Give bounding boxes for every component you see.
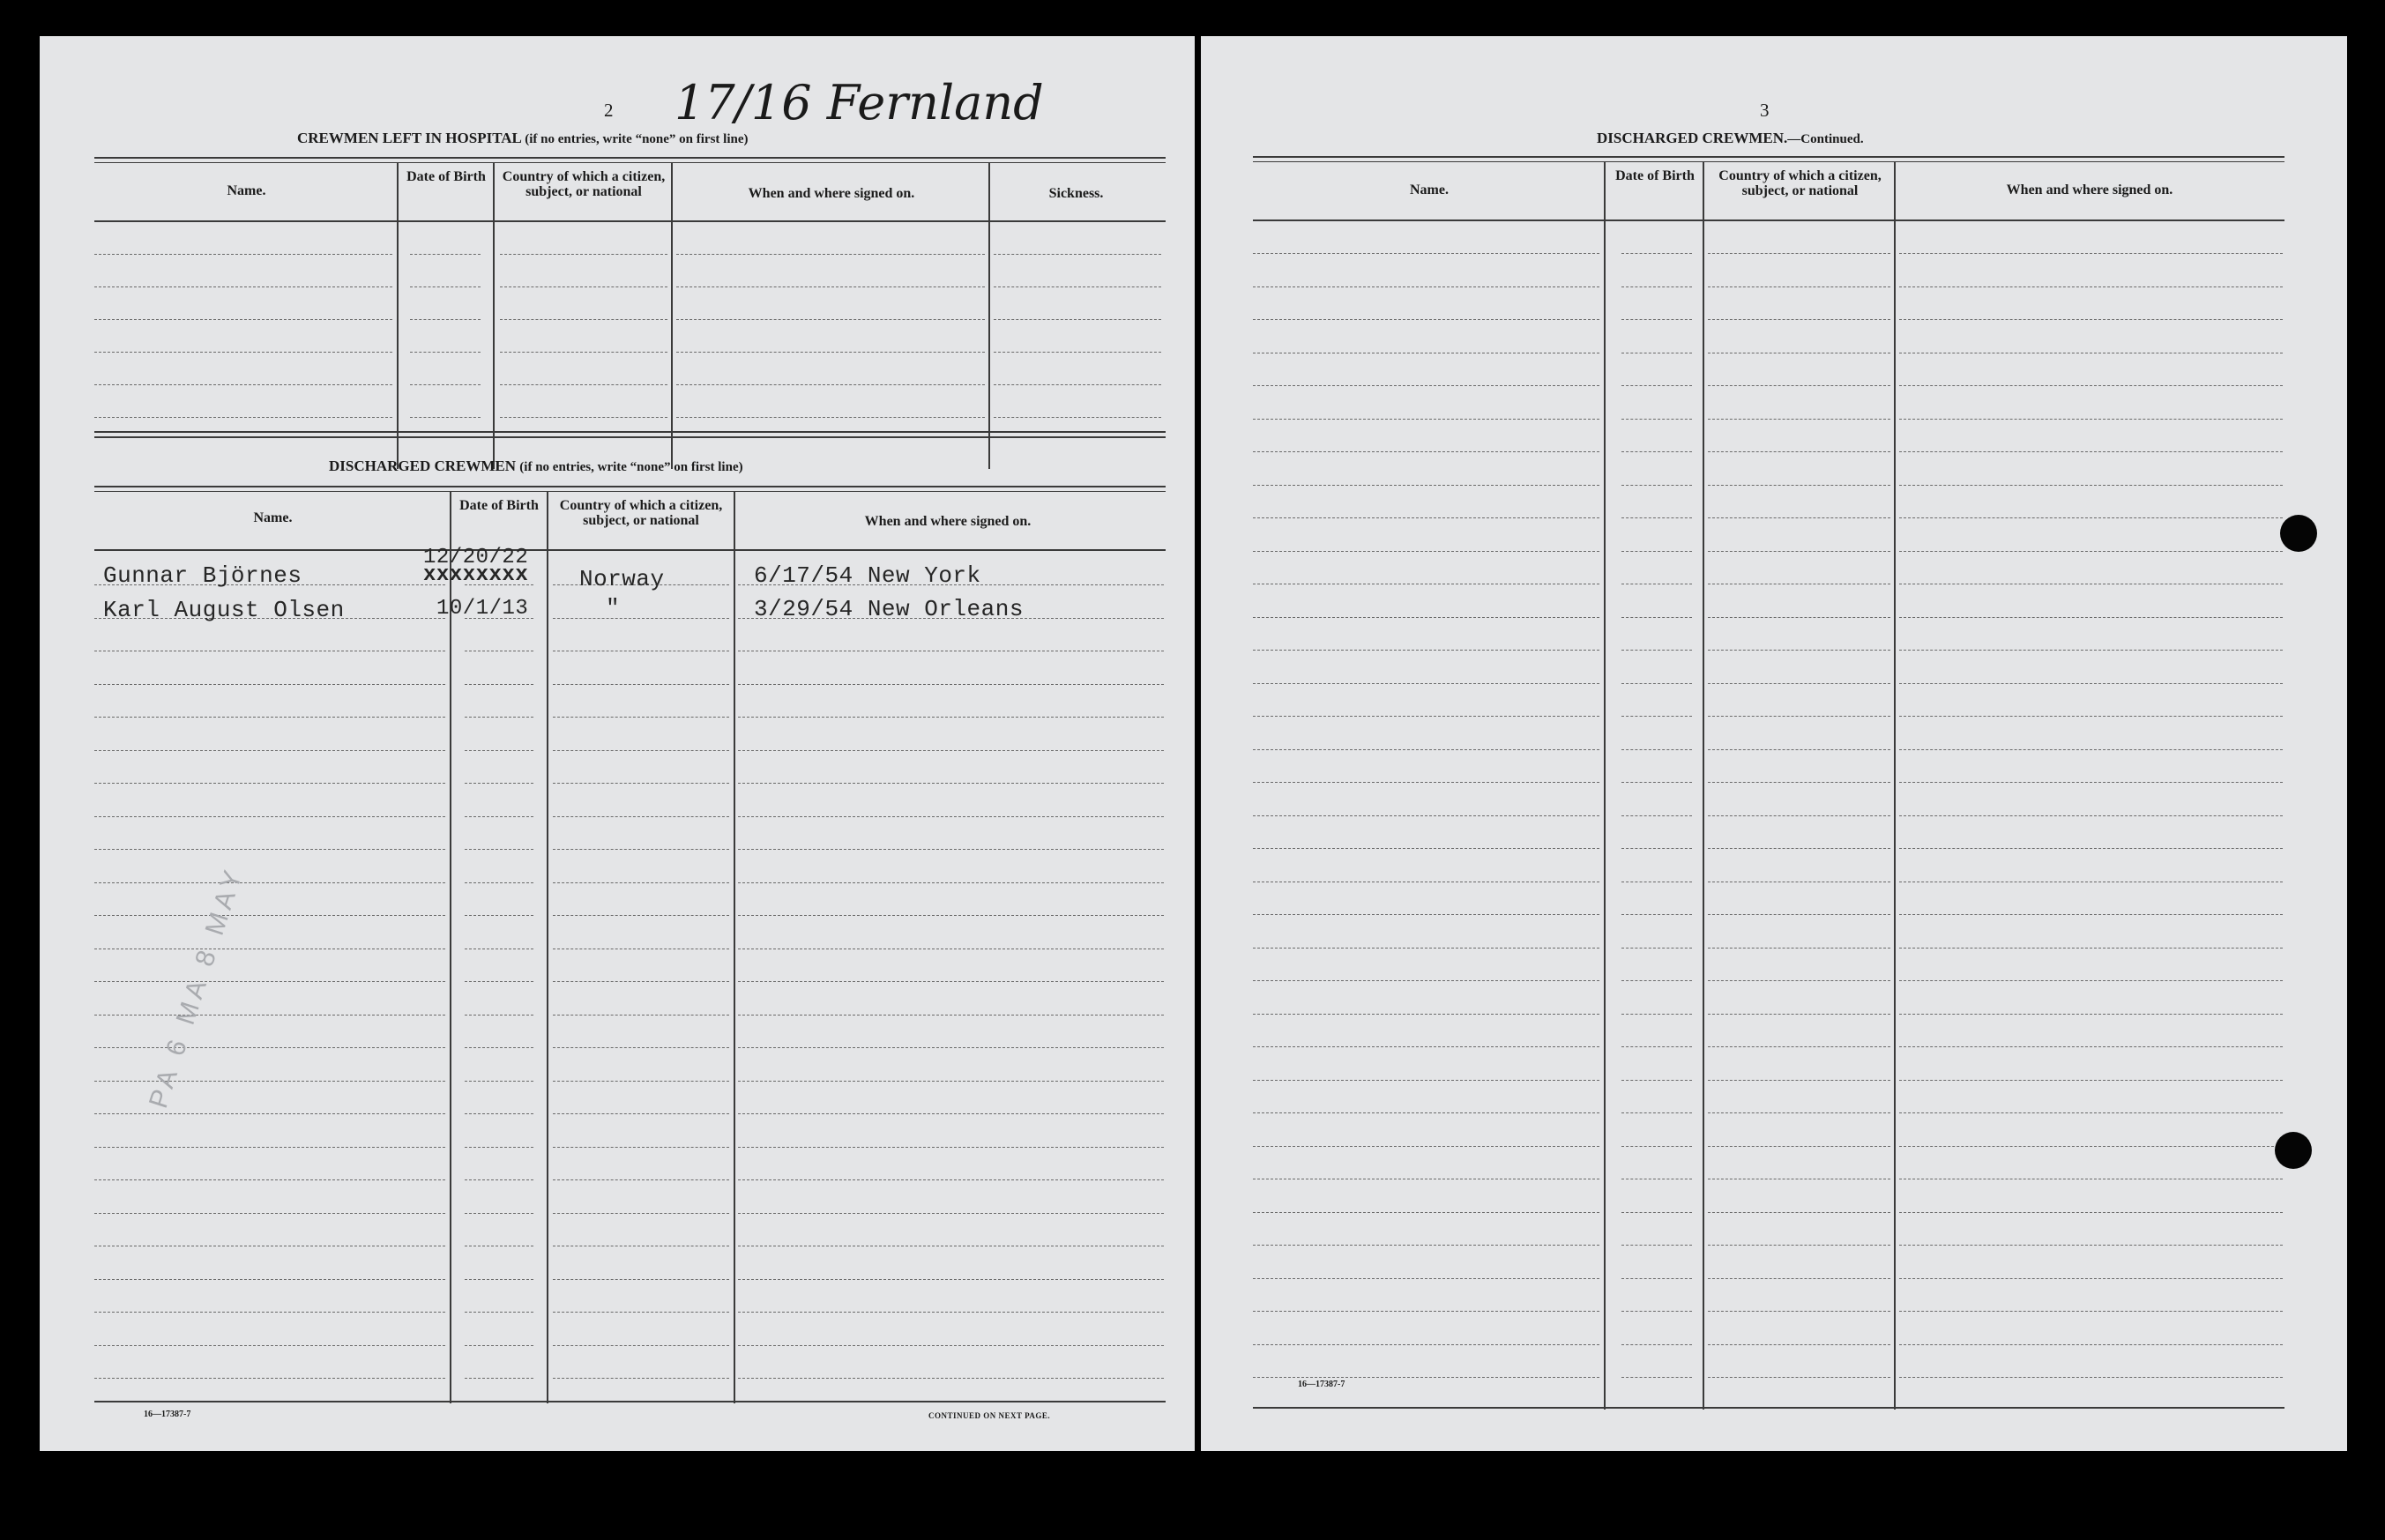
hospital-ruling xyxy=(676,352,985,353)
discharged-ruling xyxy=(553,1047,729,1048)
continued-ruling xyxy=(1708,980,1890,981)
continued-ruling xyxy=(1899,551,2283,552)
discharged-ruling xyxy=(94,1147,445,1148)
discharged-ruling xyxy=(465,1047,533,1048)
discharged-ruling xyxy=(465,783,533,784)
continued-ruling xyxy=(1253,286,1599,287)
discharged-ruling xyxy=(94,717,445,718)
continued-ruling xyxy=(1621,1046,1692,1047)
continued-ruling xyxy=(1708,1311,1890,1312)
continued-ruling xyxy=(1708,385,1890,386)
continued-ruling xyxy=(1253,1311,1599,1312)
continued-ruling xyxy=(1253,517,1599,518)
discharged-ruling xyxy=(553,981,729,982)
continued-ruling xyxy=(1899,1014,2283,1015)
continued-ruling xyxy=(1253,683,1599,684)
discharged-col-signed: When and where signed on. xyxy=(864,514,1032,529)
continued-ruling xyxy=(1253,419,1599,420)
discharged-ruling xyxy=(553,1015,729,1016)
continued-ruling xyxy=(1621,650,1692,651)
continued-ruling xyxy=(1253,782,1599,783)
punch-hole-bottom xyxy=(2275,1132,2312,1169)
continued-ruling xyxy=(1899,319,2283,320)
hospital-ruling xyxy=(994,417,1161,418)
continued-ruling xyxy=(1253,1146,1599,1147)
hospital-ruling xyxy=(94,319,392,320)
continued-ruling xyxy=(1899,419,2283,420)
continued-ruling xyxy=(1621,617,1692,618)
continued-ruling xyxy=(1708,1377,1890,1378)
continued-ruling xyxy=(1253,716,1599,717)
continued-col-name: Name. xyxy=(1410,182,1449,197)
discharged-ruling xyxy=(738,1213,1164,1214)
continued-col-dob: Date of Birth xyxy=(1615,168,1695,183)
hospital-ruling xyxy=(994,254,1161,255)
discharged-ruling xyxy=(553,849,729,850)
discharged-ruling xyxy=(465,1312,533,1313)
hospital-col-name: Name. xyxy=(227,183,266,198)
crew-2-dob: 10/1/13 xyxy=(436,597,529,621)
continued-ruling xyxy=(1621,385,1692,386)
discharged-ruling xyxy=(465,882,533,883)
continued-ruling xyxy=(1253,1377,1599,1378)
hospital-ruling xyxy=(676,286,985,287)
discharged-ruling xyxy=(738,1147,1164,1148)
continued-ruling xyxy=(1621,286,1692,287)
discharged-col-name: Name. xyxy=(253,510,293,525)
discharged-ruling xyxy=(94,1113,445,1114)
continued-ruling xyxy=(1708,1245,1890,1246)
discharged-ruling xyxy=(738,783,1164,784)
hospital-ruling xyxy=(94,384,392,385)
discharged-ruling xyxy=(553,1213,729,1214)
discharged-ruling xyxy=(94,684,445,685)
continued-ruling xyxy=(1708,1278,1890,1279)
discharged-ruling xyxy=(94,1081,445,1082)
continued-ruling xyxy=(1253,848,1599,849)
continued-ruling xyxy=(1621,551,1692,552)
discharged-ruling xyxy=(553,882,729,883)
continued-ruling xyxy=(1621,451,1692,452)
continued-col-signed: When and where signed on. xyxy=(2006,182,2173,197)
discharged-ruling xyxy=(738,981,1164,982)
continued-ruling xyxy=(1899,617,2283,618)
hospital-col-country: Country of which a citizen, subject, or national xyxy=(502,169,666,199)
hospital-ruling xyxy=(410,319,481,320)
continued-ruling xyxy=(1899,451,2283,452)
hospital-ruling xyxy=(410,286,481,287)
continued-ruling xyxy=(1621,485,1692,486)
continued-ruling xyxy=(1899,1344,2283,1345)
discharged-ruling xyxy=(738,849,1164,850)
discharged-ruling xyxy=(465,717,533,718)
continued-ruling xyxy=(1708,451,1890,452)
discharged-ruling xyxy=(553,1378,729,1379)
continued-ruling xyxy=(1899,782,2283,783)
continued-ruling xyxy=(1621,1311,1692,1312)
crew-2-signed-on: 3/29/54 New Orleans xyxy=(754,596,1024,622)
continued-ruling xyxy=(1621,914,1692,915)
continued-ruling xyxy=(1899,749,2283,750)
hospital-ruling xyxy=(500,254,667,255)
right-form-number: 16—17387-7 xyxy=(1298,1380,1345,1389)
discharged-ruling xyxy=(94,816,445,817)
discharged-ruling xyxy=(553,783,729,784)
hospital-title: CREWMEN LEFT IN HOSPITAL xyxy=(297,130,521,146)
continued-ruling xyxy=(1253,948,1599,949)
left-page xyxy=(40,36,1195,1451)
continued-ruling xyxy=(1899,1245,2283,1246)
discharged-ruling xyxy=(465,750,533,751)
continued-ruling xyxy=(1708,716,1890,717)
continued-ruling xyxy=(1899,517,2283,518)
discharged-ruling xyxy=(465,1015,533,1016)
discharged-ruling xyxy=(738,1345,1164,1346)
continued-ruling xyxy=(1253,451,1599,452)
discharged-ruling xyxy=(465,849,533,850)
continued-ruling xyxy=(1708,650,1890,651)
continued-ruling xyxy=(1708,1344,1890,1345)
discharged-ruling xyxy=(553,1081,729,1082)
continued-ruling xyxy=(1899,1112,2283,1113)
continued-ruling xyxy=(1708,319,1890,320)
continued-ruling xyxy=(1621,1212,1692,1213)
continued-ruling xyxy=(1708,749,1890,750)
discharged-ruling xyxy=(553,1279,729,1280)
continued-ruling xyxy=(1253,1014,1599,1015)
continued-ruling xyxy=(1899,1146,2283,1147)
continued-ruling xyxy=(1899,253,2283,254)
discharged-ruling xyxy=(94,915,445,916)
hospital-ruling xyxy=(676,384,985,385)
continued-ruling xyxy=(1253,1212,1599,1213)
hospital-ruling xyxy=(500,286,667,287)
continued-ruling xyxy=(1708,1046,1890,1047)
hospital-ruling xyxy=(500,417,667,418)
discharged-ruling xyxy=(465,1147,533,1148)
hospital-ruling xyxy=(94,254,392,255)
hospital-col-sickness: Sickness. xyxy=(1048,186,1104,201)
continued-col-country: Country of which a citizen, subject, or national xyxy=(1718,168,1882,198)
discharged-ruling xyxy=(553,618,729,619)
discharged-ruling xyxy=(553,717,729,718)
hospital-section-title xyxy=(297,130,749,147)
hospital-ruling xyxy=(500,352,667,353)
continued-ruling xyxy=(1899,485,2283,486)
continued-ruling xyxy=(1621,1245,1692,1246)
discharged-ruling xyxy=(94,1345,445,1346)
hospital-ruling xyxy=(94,286,392,287)
punch-hole-top xyxy=(2280,515,2317,552)
discharged-title-note: (if no entries, write “none” on first line) xyxy=(519,460,743,474)
continued-ruling xyxy=(1621,1278,1692,1279)
continued-ruling xyxy=(1899,385,2283,386)
hospital-ruling xyxy=(994,286,1161,287)
continued-ruling xyxy=(1899,1080,2283,1081)
continued-ruling xyxy=(1708,419,1890,420)
continued-ruling xyxy=(1253,1046,1599,1047)
page-number-2: 2 xyxy=(604,100,614,121)
discharged-ruling xyxy=(94,1279,445,1280)
discharged-section-title xyxy=(329,458,743,475)
continued-title: DISCHARGED CREWMEN. xyxy=(1597,130,1788,146)
discharged-ruling xyxy=(738,816,1164,817)
continued-ruling xyxy=(1621,1014,1692,1015)
discharged-ruling xyxy=(553,816,729,817)
page-number-3: 3 xyxy=(1760,100,1770,121)
hospital-ruling xyxy=(676,254,985,255)
discharged-ruling xyxy=(738,750,1164,751)
continued-ruling xyxy=(1708,253,1890,254)
continued-ruling xyxy=(1899,980,2283,981)
crew-1-name: Gunnar Björnes xyxy=(103,562,302,589)
discharged-ruling xyxy=(94,849,445,850)
hospital-title-note: (if no entries, write “none” on first line) xyxy=(525,132,749,146)
continued-ruling xyxy=(1899,914,2283,915)
continued-ruling xyxy=(1253,253,1599,254)
discharged-ruling xyxy=(553,1312,729,1313)
continued-ruling xyxy=(1708,1112,1890,1113)
discharged-ruling xyxy=(465,915,533,916)
faded-date-stamp: PA 6 MA 8 MAY xyxy=(144,862,250,1112)
discharged-col-country: Country of which a citizen, subject, or national xyxy=(559,498,723,528)
continued-ruling xyxy=(1253,650,1599,651)
continued-ruling xyxy=(1253,980,1599,981)
hospital-col-signed: When and where signed on. xyxy=(748,186,915,201)
discharged-ruling xyxy=(94,1312,445,1313)
continued-ruling xyxy=(1708,683,1890,684)
continued-ruling xyxy=(1253,319,1599,320)
continued-ruling xyxy=(1253,1278,1599,1279)
continued-ruling xyxy=(1708,848,1890,849)
continued-ruling xyxy=(1621,749,1692,750)
hospital-ruling xyxy=(410,417,481,418)
continued-ruling xyxy=(1253,617,1599,618)
hospital-ruling xyxy=(994,319,1161,320)
hospital-ruling xyxy=(410,254,481,255)
discharged-ruling xyxy=(738,915,1164,916)
continued-ruling xyxy=(1899,1311,2283,1312)
crew-2-name: Karl August Olsen xyxy=(103,597,345,623)
crew-1-country: Norway xyxy=(579,566,665,592)
discharged-ruling xyxy=(94,750,445,751)
crew-1-dob-struck: xxxxxxxx xyxy=(423,563,529,587)
continued-ruling xyxy=(1253,1344,1599,1345)
continued-ruling xyxy=(1621,1080,1692,1081)
continued-ruling xyxy=(1708,551,1890,552)
continued-ruling xyxy=(1708,617,1890,618)
continued-ruling xyxy=(1621,419,1692,420)
discharged-ruling xyxy=(94,1213,445,1214)
continued-ruling xyxy=(1621,716,1692,717)
continued-ruling xyxy=(1899,815,2283,816)
discharged-ruling xyxy=(553,1179,729,1180)
hospital-col-dob: Date of Birth xyxy=(406,169,486,184)
hospital-ruling xyxy=(500,319,667,320)
hospital-ruling xyxy=(94,352,392,353)
discharged-ruling xyxy=(738,1179,1164,1180)
continued-ruling xyxy=(1708,286,1890,287)
discharged-ruling xyxy=(738,684,1164,685)
discharged-ruling xyxy=(738,1015,1164,1016)
hospital-ruling xyxy=(500,384,667,385)
continued-ruling xyxy=(1708,1212,1890,1213)
discharged-ruling xyxy=(738,1378,1164,1379)
discharged-ruling xyxy=(465,1113,533,1114)
continued-ruling xyxy=(1621,815,1692,816)
hospital-ruling xyxy=(994,352,1161,353)
continued-ruling xyxy=(1708,1080,1890,1081)
continued-ruling xyxy=(1899,848,2283,849)
hospital-ruling xyxy=(676,417,985,418)
continued-ruling xyxy=(1621,319,1692,320)
discharged-ruling xyxy=(94,981,445,982)
discharged-ruling xyxy=(465,816,533,817)
continued-ruling xyxy=(1708,1014,1890,1015)
hospital-ruling xyxy=(94,417,392,418)
continued-ruling xyxy=(1708,782,1890,783)
discharged-ruling xyxy=(553,1345,729,1346)
continued-ruling xyxy=(1708,1146,1890,1147)
continued-ruling xyxy=(1899,1046,2283,1047)
discharged-ruling xyxy=(94,1015,445,1016)
continued-ruling xyxy=(1899,1377,2283,1378)
continued-ruling xyxy=(1253,1245,1599,1246)
discharged-ruling xyxy=(465,1279,533,1280)
discharged-ruling xyxy=(94,882,445,883)
continued-ruling xyxy=(1253,551,1599,552)
continued-title-suffix: —Continued. xyxy=(1787,132,1864,146)
continued-ruling xyxy=(1253,385,1599,386)
discharged-ruling xyxy=(94,1047,445,1048)
continued-section-title xyxy=(1597,130,1864,147)
continued-ruling xyxy=(1621,980,1692,981)
discharged-ruling xyxy=(738,717,1164,718)
discharged-ruling xyxy=(465,1213,533,1214)
continued-ruling xyxy=(1708,485,1890,486)
left-form-number: 16—17387-7 xyxy=(144,1410,191,1419)
discharged-ruling xyxy=(465,1179,533,1180)
continued-ruling xyxy=(1253,1112,1599,1113)
continued-ruling xyxy=(1621,948,1692,949)
continued-ruling xyxy=(1899,286,2283,287)
continued-ruling xyxy=(1253,749,1599,750)
continued-ruling xyxy=(1899,1212,2283,1213)
continued-ruling xyxy=(1899,948,2283,949)
discharged-title: DISCHARGED CREWMEN xyxy=(329,458,517,474)
continued-ruling xyxy=(1899,1278,2283,1279)
discharged-ruling xyxy=(738,882,1164,883)
continued-note: CONTINUED ON NEXT PAGE. xyxy=(928,1411,1051,1420)
continued-ruling xyxy=(1621,683,1692,684)
continued-ruling xyxy=(1621,1146,1692,1147)
continued-ruling xyxy=(1708,914,1890,915)
discharged-ruling xyxy=(465,1345,533,1346)
discharged-ruling xyxy=(553,750,729,751)
continued-ruling xyxy=(1253,914,1599,915)
discharged-ruling xyxy=(465,1081,533,1082)
continued-ruling xyxy=(1253,1080,1599,1081)
handwritten-note: 17/16 Fernland xyxy=(675,75,1044,130)
discharged-ruling xyxy=(738,1279,1164,1280)
hospital-ruling xyxy=(994,384,1161,385)
continued-ruling xyxy=(1708,948,1890,949)
discharged-ruling xyxy=(553,684,729,685)
continued-ruling xyxy=(1621,1112,1692,1113)
discharged-ruling xyxy=(553,1147,729,1148)
hospital-ruling xyxy=(410,384,481,385)
discharged-ruling xyxy=(465,981,533,982)
crew-1-dob: 12/20/22 xyxy=(423,546,529,569)
continued-ruling xyxy=(1899,683,2283,684)
discharged-ruling xyxy=(553,1113,729,1114)
continued-ruling xyxy=(1708,517,1890,518)
continued-ruling xyxy=(1899,650,2283,651)
discharged-ruling xyxy=(738,1047,1164,1048)
discharged-ruling xyxy=(465,1378,533,1379)
continued-ruling xyxy=(1621,517,1692,518)
right-page xyxy=(1201,36,2347,1451)
hospital-ruling xyxy=(410,352,481,353)
discharged-ruling xyxy=(738,1081,1164,1082)
discharged-ruling xyxy=(553,915,729,916)
continued-ruling xyxy=(1253,485,1599,486)
discharged-ruling xyxy=(465,684,533,685)
continued-ruling xyxy=(1621,1344,1692,1345)
discharged-ruling xyxy=(738,1113,1164,1114)
crew-2-country: " xyxy=(606,595,621,621)
continued-ruling xyxy=(1621,782,1692,783)
hospital-ruling xyxy=(676,319,985,320)
discharged-ruling xyxy=(94,1378,445,1379)
continued-ruling xyxy=(1621,1377,1692,1378)
continued-ruling xyxy=(1253,815,1599,816)
continued-ruling xyxy=(1621,848,1692,849)
discharged-ruling xyxy=(738,1312,1164,1313)
discharged-ruling xyxy=(94,1179,445,1180)
continued-ruling xyxy=(1708,815,1890,816)
discharged-ruling xyxy=(94,783,445,784)
continued-ruling xyxy=(1621,253,1692,254)
discharged-col-dob: Date of Birth xyxy=(459,498,539,513)
crew-1-signed-on: 6/17/54 New York xyxy=(754,562,981,589)
continued-ruling xyxy=(1899,716,2283,717)
